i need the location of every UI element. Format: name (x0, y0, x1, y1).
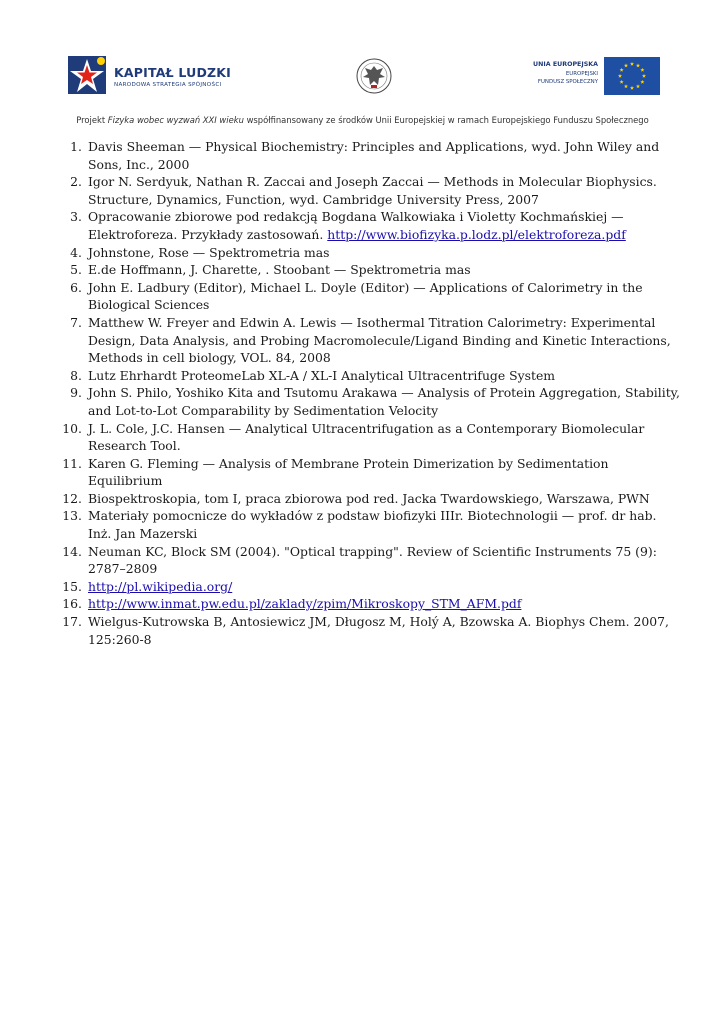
reference-text: Opracowanie zbiorowe pod redakcją Bogdana Walkowiaka i Violetty Kochmańskiej — Elektroforeza. Przykłady zastosowań. (88, 209, 624, 242)
reference-number: 12. (62, 490, 82, 506)
reference-link[interactable]: http://www.biofizyka.p.lodz.pl/elektroforeza.pdf (327, 226, 626, 242)
kapital-ludzki-logo (64, 52, 234, 98)
kapital-ludzki-star-icon (64, 52, 110, 98)
reference-item (60, 261, 680, 279)
reference-text: Biospektroskopia, tom I, praca zbiorowa pod red. Jacka Twardowskiego, Warszawa, PWN (88, 490, 650, 506)
project-suffix: współfinansowany ze środków Unii Europejskiej w ramach Europejskiego Funduszu Społecznego (243, 115, 649, 125)
reference-number: 16. (62, 596, 82, 612)
university-seal-icon (354, 54, 394, 100)
reference-item (60, 208, 680, 243)
reference-text: Lutz Ehrhardt ProteomeLab XL-A / XL-I Analytical Ultracentrifuge System (88, 367, 556, 383)
reference-item (60, 595, 680, 613)
reference-number: 17. (62, 614, 82, 630)
project-prefix: Projekt (76, 115, 108, 125)
reference-link[interactable]: http://pl.wikipedia.org/ (88, 578, 233, 594)
reference-text: J. L. Cole, J.C. Hansen — Analytical Ultracentrifugation as a Contemporary Biomolecular Research Tool. (88, 420, 645, 454)
reference-number: 3. (70, 209, 82, 225)
reference-text: Johnstone, Rose — Spektrometria mas (88, 244, 330, 260)
reference-number: 14. (62, 543, 82, 559)
reference-number: 4. (70, 244, 82, 260)
kapital-ludzki-title: KAPITAŁ LUDZKI (114, 65, 232, 80)
reference-text: Materiały pomocnicze do wykładów z podstaw biofizyki IIIr. Biotechnologii — prof. dr hab. Inż. Jan Mazerski (88, 508, 657, 542)
reference-text: John E. Ladbury (Editor), Michael L. Doyle (Editor) — Applications of Calorimetry in the Biological Sciences (88, 279, 643, 313)
reference-number: 5. (70, 262, 82, 278)
reference-number: 9. (70, 385, 82, 401)
reference-text: E.de Hoffmann, J. Charette, . Stoobant — Spektrometria mas (88, 262, 471, 278)
reference-number: 7. (70, 314, 82, 330)
page-header (0, 0, 725, 130)
reference-text: Neuman KC, Block SM (2004). "Optical trapping". Review of Scientific Instruments 75 (9): 2787–2809 (88, 543, 657, 577)
reference-number: 1. (70, 139, 82, 154)
reference-item (60, 279, 680, 314)
reference-item (60, 507, 680, 542)
reference-number: 8. (70, 367, 82, 383)
reference-item (60, 244, 680, 262)
eu-subtitle-line2: FUNDUSZ SPOŁECZNY (537, 79, 598, 85)
reference-text: Igor N. Serdyuk, Nathan R. Zaccai and Joseph Zaccai — Methods in Molecular Biophysics. Structure, Dynamics, Function, wyd. Cambridge University Press, 2007 (88, 174, 657, 207)
reference-text: Wielgus-Kutrowska B, Antosiewicz JM, Długosz M, Holý A, Bzowska A. Biophys Chem. 2007, 125:260-8 (88, 614, 669, 647)
reference-list (60, 138, 680, 648)
reference-number: 2. (70, 174, 82, 190)
reference-text: Matthew W. Freyer and Edwin A. Lewis — Isothermal Titration Calorimetry: Experimental Design, Data Analysis, and Probing Macromolecule/Ligand Binding and Kinetic Interactions, Methods in cell biology, VOL. 84, 2008 (88, 314, 671, 366)
reference-item (60, 173, 680, 208)
reference-number: 10. (62, 420, 82, 436)
eu-fund-text (498, 60, 598, 86)
reference-text: Davis Sheeman — Physical Biochemistry: Principles and Applications, wyd. John Wiley and Sons, Inc., 2000 (88, 139, 660, 172)
eu-subtitle-line1: EUROPEJSKI (565, 71, 598, 77)
reference-item (60, 138, 680, 173)
reference-text: Karen G. Fleming — Analysis of Membrane Protein Dimerization by Sedimentation Equilibrium (88, 455, 609, 489)
reference-number: 11. (62, 455, 82, 471)
reference-item (60, 384, 680, 419)
reference-item (60, 420, 680, 455)
project-name: Fizyka wobec wyzwań XXI wieku (107, 115, 244, 125)
reference-link[interactable]: http://www.inmat.pw.edu.pl/zaklady/zpim/Mikroskopy_STM_AFM.pdf (88, 596, 522, 612)
reference-item (60, 455, 680, 490)
reference-number: 6. (70, 279, 82, 295)
reference-number: 13. (62, 508, 82, 524)
reference-item (60, 578, 680, 596)
reference-item (60, 490, 680, 508)
eu-flag-icon (604, 57, 660, 95)
reference-item (60, 367, 680, 385)
reference-item (60, 543, 680, 578)
reference-item (60, 613, 680, 648)
reference-text: John S. Philo, Yoshiko Kita and Tsutomu Arakawa — Analysis of Protein Aggregation, Stability, and Lot-to-Lot Comparability by Sedimentation Velocity (88, 385, 680, 418)
reference-item (60, 314, 680, 367)
eu-title: UNIA EUROPEJSKA (533, 61, 598, 68)
kapital-ludzki-subtitle: NARODOWA STRATEGIA SPÓJNOŚCI (114, 82, 222, 88)
project-funding-line (0, 115, 725, 125)
reference-number: 15. (62, 578, 82, 594)
